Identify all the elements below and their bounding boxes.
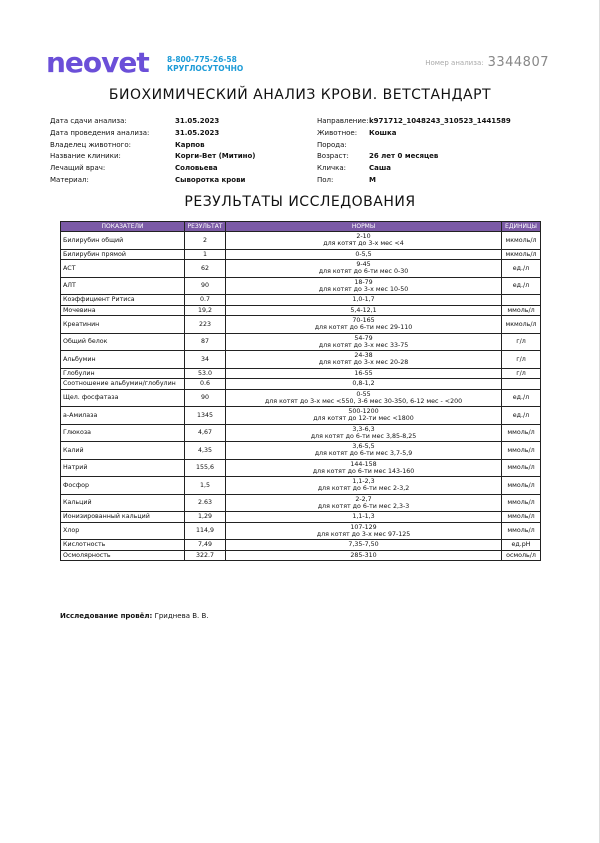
cell-norm	[226, 512, 502, 523]
cell-result: 155,6	[185, 459, 226, 477]
cell-indicator: Креатинин	[61, 316, 185, 334]
norm-note: для котят до 3-х мес <4	[323, 240, 404, 248]
cell-norm	[226, 277, 502, 295]
table-row	[61, 232, 541, 250]
cell-indicator: Глобулин	[61, 368, 185, 379]
info-row	[50, 140, 255, 152]
table-row	[61, 540, 541, 551]
info-row	[317, 116, 511, 128]
info-row	[50, 175, 255, 187]
norm-note: для котят до 6-ти мес 143-160	[312, 467, 415, 475]
cell-norm	[226, 389, 502, 407]
table-row	[61, 333, 541, 351]
results-table	[60, 221, 541, 561]
info-label: Кличка:	[317, 164, 347, 173]
norm-range: 5,4-12,1	[350, 306, 377, 314]
cell-unit: ед./л	[502, 277, 541, 295]
cell-unit: мкмоль/л	[502, 316, 541, 334]
cell-indicator: АЛТ	[61, 277, 185, 295]
cell-norm	[226, 379, 502, 390]
cell-norm	[226, 550, 502, 561]
cell-indicator: Билирубин общий	[61, 232, 185, 250]
cell-result: 62	[185, 260, 226, 278]
norm-note: для котят до 6-ти мес 3,7-5,9	[314, 450, 413, 458]
table-row	[61, 442, 541, 460]
norm-range: 0-55	[356, 390, 371, 398]
info-value: Карпов	[175, 140, 205, 149]
cell-indicator: Билирубин прямой	[61, 249, 185, 260]
norm-range: 3,3-6,3	[352, 425, 375, 433]
cell-norm	[226, 232, 502, 250]
cell-result: 90	[185, 277, 226, 295]
table-row	[61, 522, 541, 540]
table-row	[61, 477, 541, 495]
cell-result: 7,49	[185, 540, 226, 551]
norm-note: для котят до 6-ти мес 29-110	[314, 324, 413, 332]
info-row	[50, 151, 255, 163]
norm-range: 3,6-5,5	[352, 443, 375, 451]
norm-note: для котят до 12-ти мес <1800	[313, 415, 414, 423]
contact-block	[167, 55, 243, 73]
cell-indicator: Мочевина	[61, 305, 185, 316]
info-label: Направление:	[317, 117, 369, 125]
table-row	[61, 550, 541, 561]
info-label: Порода:	[317, 140, 347, 149]
table-row	[61, 351, 541, 369]
patient-info-left	[50, 116, 255, 187]
patient-info-right	[317, 116, 511, 187]
norm-note: для котят до 6-ти мес 2,3-3	[317, 502, 410, 510]
cell-unit: ед.рН	[502, 540, 541, 551]
cell-result: 1	[185, 249, 226, 260]
norm-range: 500-1200	[348, 408, 379, 416]
cell-result: 322.7	[185, 550, 226, 561]
norm-range: 18-79	[354, 278, 373, 286]
cell-unit: ммоль/л	[502, 522, 541, 540]
info-value: Кошка	[369, 128, 397, 137]
cell-unit: мкмоль/л	[502, 249, 541, 260]
norm-range: 7,35-7,50	[348, 541, 379, 549]
cell-unit: мкмоль/л	[502, 232, 541, 250]
header-norm: НОРМЫ	[226, 222, 502, 232]
table-row	[61, 295, 541, 306]
cell-indicator: АСТ	[61, 260, 185, 278]
norm-note: для котят до 6-ти мес 3,85-8,25	[310, 432, 417, 440]
cell-norm	[226, 305, 502, 316]
table-row	[61, 494, 541, 512]
norm-range: 2-2,7	[355, 495, 372, 503]
cell-norm	[226, 295, 502, 306]
cell-indicator: Общий белок	[61, 333, 185, 351]
norm-range: 2-10	[356, 233, 371, 241]
cell-unit: ммоль/л	[502, 424, 541, 442]
cell-norm	[226, 459, 502, 477]
cell-indicator: Соотношение альбумин/глобулин	[61, 379, 185, 390]
cell-indicator: Щел. фосфатаза	[61, 389, 185, 407]
header-result: РЕЗУЛЬТАТ	[185, 222, 226, 232]
norm-range: 1,0-1,7	[352, 296, 375, 304]
cell-result: 90	[185, 389, 226, 407]
cell-indicator: Кислотность	[61, 540, 185, 551]
cell-indicator: Натрий	[61, 459, 185, 477]
analysis-number-block	[425, 55, 549, 70]
cell-indicator: Ионизированный кальций	[61, 512, 185, 523]
cell-result: 4,35	[185, 442, 226, 460]
info-value: 31.05.2023	[175, 117, 220, 125]
cell-unit: г/л	[502, 333, 541, 351]
info-label: Дата проведения анализа:	[50, 128, 150, 137]
info-label: Название клиники:	[50, 152, 121, 161]
cell-unit: ммоль/л	[502, 305, 541, 316]
neovet-logo	[46, 48, 149, 78]
table-row	[61, 260, 541, 278]
norm-range: 107-129	[350, 523, 377, 531]
table-row	[61, 277, 541, 295]
norm-range: 285-310	[350, 551, 377, 559]
cell-unit: ед./л	[502, 260, 541, 278]
header-unit: ЕДИНИЦЫ	[502, 222, 541, 232]
info-value: Корги-Вет (Митино)	[175, 152, 256, 161]
analysis-number-label: Номер анализа:	[425, 58, 484, 67]
info-row	[317, 163, 511, 175]
cell-unit: ед./л	[502, 407, 541, 425]
norm-note: для котят до 3-х мес 97-125	[316, 530, 411, 538]
norm-range: 1,1-2,3	[352, 478, 375, 486]
info-label: Материал:	[50, 175, 89, 184]
info-value: 26 лет 0 месяцев	[369, 152, 439, 161]
cell-unit: ммоль/л	[502, 442, 541, 460]
logo-text: neovet	[46, 46, 149, 79]
info-label: Лечащий врач:	[50, 164, 106, 173]
cell-indicator: Кальций	[61, 494, 185, 512]
cell-result: 2.63	[185, 494, 226, 512]
info-row	[50, 163, 255, 175]
table-row	[61, 407, 541, 425]
cell-result: 1,5	[185, 477, 226, 495]
cell-result: 0.7	[185, 295, 226, 306]
info-value: Саша	[369, 164, 392, 173]
cell-norm	[226, 442, 502, 460]
info-label: Дата сдачи анализа:	[50, 117, 127, 125]
cell-norm	[226, 260, 502, 278]
info-row	[50, 128, 255, 140]
cell-result: 53.0	[185, 368, 226, 379]
cell-unit	[502, 295, 541, 306]
analysis-number: 3344807	[487, 55, 549, 70]
performed-by	[60, 612, 208, 620]
norm-range: 0,8-1,2	[352, 380, 375, 388]
cell-result: 223	[185, 316, 226, 334]
table-row	[61, 512, 541, 523]
table-row	[61, 389, 541, 407]
info-row	[317, 151, 511, 163]
table-header-row	[61, 222, 541, 232]
cell-norm	[226, 333, 502, 351]
cell-norm	[226, 407, 502, 425]
cell-indicator: Коэффициент Ритиса	[61, 295, 185, 306]
info-label: Пол:	[317, 175, 334, 184]
cell-norm	[226, 424, 502, 442]
norm-note: для котят до 3-х мес 33-75	[318, 341, 409, 349]
cell-result: 19,2	[185, 305, 226, 316]
phone-number: 8-800-775-26-58	[167, 55, 237, 64]
norm-range: 0-5,5	[355, 250, 372, 258]
cell-unit	[502, 379, 541, 390]
cell-indicator: Осмолярность	[61, 550, 185, 561]
table-row	[61, 424, 541, 442]
performed-by-name: Гриднева В. В.	[154, 612, 209, 620]
cell-indicator: a-Амилаза	[61, 407, 185, 425]
results-title: РЕЗУЛЬТАТЫ ИССЛЕДОВАНИЯ	[184, 194, 416, 210]
cell-indicator: Хлор	[61, 522, 185, 540]
cell-result: 1345	[185, 407, 226, 425]
norm-note: для котят до 3-х мес 10-50	[318, 285, 409, 293]
working-hours: КРУГЛОСУТОЧНО	[167, 64, 244, 73]
cell-result: 0.6	[185, 379, 226, 390]
cell-norm	[226, 494, 502, 512]
table-row	[61, 305, 541, 316]
cell-unit: осмоль/л	[502, 550, 541, 561]
info-row	[317, 175, 511, 187]
norm-range: 144-158	[350, 460, 377, 468]
cell-norm	[226, 351, 502, 369]
info-label: Животное:	[317, 128, 358, 137]
cell-indicator: Альбумин	[61, 351, 185, 369]
cell-norm	[226, 368, 502, 379]
document-title: БИОХИМИЧЕСКИЙ АНАЛИЗ КРОВИ. ВЕТСТАНДАРТ	[108, 87, 492, 103]
table-row	[61, 379, 541, 390]
info-row	[317, 128, 511, 140]
cell-result: 114,9	[185, 522, 226, 540]
norm-note: для котят до 3-х мес <550, 3-6 мес 30-350, 6-12 мес - <200	[264, 397, 463, 405]
cell-norm	[226, 249, 502, 260]
cell-indicator: Фосфор	[61, 477, 185, 495]
table-row	[61, 316, 541, 334]
info-value: 31.05.2023	[175, 128, 220, 137]
cell-result: 1,29	[185, 512, 226, 523]
cell-unit: ммоль/л	[502, 477, 541, 495]
table-row	[61, 249, 541, 260]
cell-indicator: Глюкоза	[61, 424, 185, 442]
norm-range: 16-55	[354, 369, 373, 377]
norm-range: 9-45	[356, 261, 371, 269]
table-row	[61, 368, 541, 379]
info-label: Возраст:	[317, 152, 349, 161]
norm-note: для котят до 6-ти мес 2-3,2	[317, 485, 410, 493]
info-label: Владелец животного:	[50, 140, 132, 149]
cell-unit: г/л	[502, 351, 541, 369]
cell-unit: ммоль/л	[502, 459, 541, 477]
norm-note: для котят до 3-х мес 20-28	[318, 359, 409, 367]
cell-result: 34	[185, 351, 226, 369]
cell-result: 2	[185, 232, 226, 250]
info-value: М	[369, 175, 376, 184]
info-value: k971712_1048243_310523_1441589	[369, 117, 511, 125]
table-row	[61, 459, 541, 477]
cell-result: 87	[185, 333, 226, 351]
info-value: Сыворотка крови	[175, 175, 246, 184]
cell-unit: г/л	[502, 368, 541, 379]
performed-by-label: Исследование провёл:	[60, 612, 153, 620]
norm-range: 70-165	[352, 317, 375, 325]
header-indicator: ПОКАЗАТЕЛИ	[61, 222, 185, 232]
cell-unit: ммоль/л	[502, 494, 541, 512]
cell-norm	[226, 522, 502, 540]
info-row	[50, 116, 255, 128]
cell-unit: ед./л	[502, 389, 541, 407]
cell-norm	[226, 477, 502, 495]
cell-unit: ммоль/л	[502, 512, 541, 523]
norm-note: для котят до 6-ти мес 0-30	[318, 268, 409, 276]
cell-indicator: Калий	[61, 442, 185, 460]
info-row	[317, 140, 511, 152]
norm-range: 54-79	[354, 334, 373, 342]
cell-result: 4,67	[185, 424, 226, 442]
cell-norm	[226, 540, 502, 551]
norm-range: 24-38	[354, 352, 373, 360]
info-value: Соловьева	[175, 164, 218, 173]
cell-norm	[226, 316, 502, 334]
norm-range: 1,1-1,3	[352, 513, 375, 521]
